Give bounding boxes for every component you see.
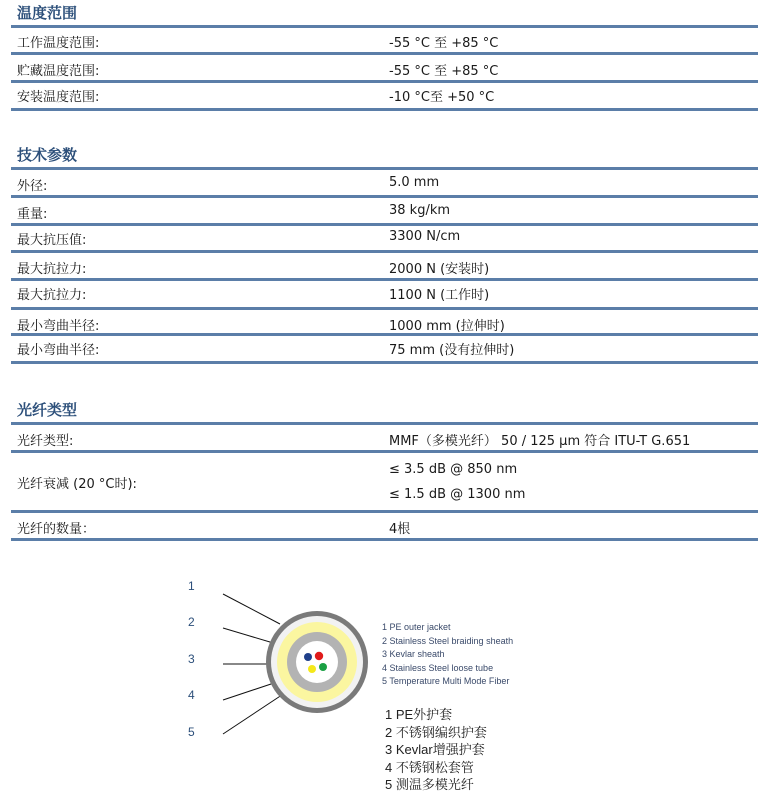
row-label: 最大抗拉力:	[17, 262, 87, 277]
cable-cross-section-icon	[180, 575, 390, 755]
table-row	[11, 253, 758, 281]
table-row	[11, 55, 758, 83]
attenuation-1300: ≤ 1.5 dB @ 1300 nm	[389, 487, 526, 502]
row-value: 2000 N (安装时)	[389, 262, 490, 277]
callout-number: 5	[188, 725, 195, 739]
row-value: -55 °C 至 +85 °C	[389, 64, 499, 79]
row-label: 最大抗拉力:	[17, 288, 87, 303]
callout-number: 4	[188, 688, 195, 702]
table-row	[11, 425, 758, 453]
table-row	[11, 83, 758, 111]
callout-number: 3	[188, 652, 195, 666]
row-label: 最小弯曲半径:	[17, 319, 100, 334]
table-row	[11, 310, 758, 336]
cable-cross-section-diagram	[180, 575, 540, 796]
row-value: 1100 N (工作时)	[389, 288, 490, 303]
legend-item: 4 不锈钢松套管	[385, 759, 474, 775]
row-label: 光纤类型:	[17, 434, 74, 449]
legend-item: 3 Kevlar sheath	[382, 649, 445, 659]
row-value: 4根	[389, 522, 411, 537]
row-value: -10 °C至 +50 °C	[389, 90, 495, 105]
row-value: 3300 N/cm	[389, 229, 461, 244]
row-value: 75 mm (没有拉伸时)	[389, 343, 515, 358]
legend-item: 5 Temperature Multi Mode Fiber	[382, 676, 510, 686]
table-row	[11, 453, 758, 513]
section-title: 技术参数	[17, 146, 78, 164]
callout-number: 2	[188, 615, 195, 629]
row-label: 安装温度范围:	[17, 90, 100, 105]
legend-item: 5 测温多模光纤	[385, 777, 474, 792]
row-value: 1000 mm (拉伸时)	[389, 319, 505, 334]
legend-item: 2 不锈钢编织护套	[385, 724, 487, 740]
section-title: 温度范围	[17, 4, 78, 22]
attenuation-850: ≤ 3.5 dB @ 850 nm	[389, 462, 518, 477]
table-row	[11, 198, 758, 226]
row-label: 外径:	[17, 179, 48, 194]
row-value: -55 °C 至 +85 °C	[389, 36, 499, 51]
row-label: 光纤的数量：	[17, 522, 96, 537]
table-row	[11, 513, 758, 541]
legend-item: 1 PE outer jacket	[382, 622, 451, 632]
legend-item: 3 Kevlar增强护套	[385, 742, 485, 757]
legend-item: 2 Stainless Steel braiding sheath	[382, 635, 514, 646]
table-row	[11, 336, 758, 364]
legend-english	[382, 621, 513, 689]
row-value: 5.0 mm	[389, 175, 440, 190]
section-fiber	[11, 398, 758, 541]
row-value	[389, 457, 525, 507]
table-row	[11, 170, 758, 198]
row-value: 38 kg/km	[389, 203, 451, 218]
table-row	[11, 28, 758, 55]
callout-number: 1	[188, 579, 195, 593]
legend-item: 4 Stainless Steel loose tube	[382, 662, 494, 673]
row-label: 最大抗压值:	[17, 233, 87, 248]
section-technical	[11, 143, 758, 364]
row-label: 重量:	[17, 207, 48, 222]
table-row	[11, 226, 758, 253]
table-row	[11, 281, 758, 310]
section-temperature	[11, 1, 758, 111]
row-label: 最小弯曲半径:	[17, 343, 100, 358]
section-title: 光纤类型	[17, 401, 78, 419]
row-label: 光纤衰减 (20 °C时):	[17, 477, 137, 492]
row-label: 贮藏温度范围:	[17, 64, 100, 79]
row-label: 工作温度范围:	[17, 36, 100, 51]
row-value: MMF（多模光纤） 50 / 125 µm 符合 ITU-T G.651	[389, 434, 691, 449]
legend-item: 1 PE外护套	[385, 707, 453, 722]
legend-chinese	[385, 706, 487, 794]
